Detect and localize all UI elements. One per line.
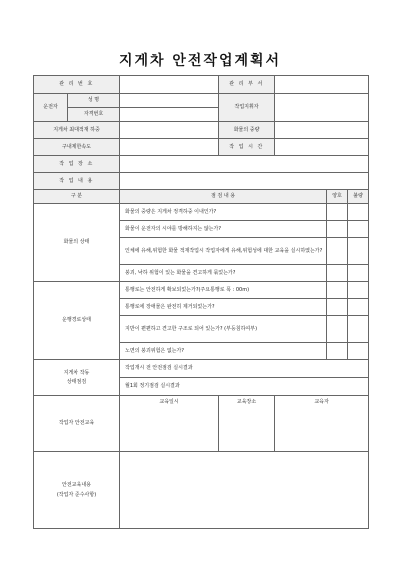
document-title: 지게차 안전작업계획서: [118, 53, 282, 69]
check-item: 통행로에 장애물은 완전히 제거되었는가?: [120, 299, 327, 316]
license-no-value[interactable]: [120, 108, 219, 122]
max-load-value[interactable]: [120, 122, 219, 139]
education-content-label-line1: 안전교육내용: [62, 482, 91, 489]
mgmt-dept-label: 관 리 부 서: [219, 76, 275, 94]
education-content-label-line2: (작업자 준수사항): [56, 491, 97, 498]
check-good-box[interactable]: [327, 265, 348, 282]
check-bad-box[interactable]: [348, 282, 369, 299]
max-load-label: 지게차 최대적재 하중: [34, 122, 120, 139]
operation-check-label: [34, 360, 120, 396]
supervisor-value[interactable]: [275, 94, 369, 122]
name-value[interactable]: [120, 94, 219, 108]
check-item: 인체에 유해,위험한 화물 적재작업시 작업자에게 유해,위험성에 대한 교육을 실시하였는가?: [120, 238, 327, 265]
speed-limit-label: 구내제한속도: [34, 139, 120, 156]
education-place-value[interactable]: [219, 408, 275, 452]
check-item: 노면의 붕괴위험은 없는가?: [120, 343, 327, 360]
work-time-value[interactable]: [275, 139, 369, 156]
check-good-box[interactable]: [327, 221, 348, 238]
check-good-box[interactable]: [327, 282, 348, 299]
operation-check-label-line2: 상태점검: [66, 379, 87, 385]
operation-check-label-line1: 지게차 작동: [63, 369, 90, 376]
check-item: 붕괴, 낙하 위험이 있는 화물을 견고하게 묶었는가?: [120, 265, 327, 282]
good-header: 양호: [327, 190, 348, 204]
check-item: 지반이 편편하고 견고한 구조로 되어 있는가? (부등침하여부): [120, 316, 327, 343]
check-bad-box[interactable]: [348, 343, 369, 360]
supervisor-label: 작업지휘자: [219, 94, 275, 122]
check-bad-box[interactable]: [348, 221, 369, 238]
work-time-label: 작 업 시 간: [219, 139, 275, 156]
section-cargo-status-label: 화물의 상태: [34, 204, 120, 282]
check-bad-box[interactable]: [348, 238, 369, 265]
cargo-weight-value[interactable]: [275, 122, 369, 139]
education-label: 작업자 안전교육: [34, 396, 120, 452]
check-bad-box[interactable]: [348, 204, 369, 221]
check-good-box[interactable]: [327, 204, 348, 221]
operation-check-item: 작업개시 전 안전점검 실시결과: [120, 360, 369, 378]
educator-header: 교육자: [275, 396, 369, 408]
section-route-status-label: 운행경로상태: [34, 282, 120, 360]
educator-value[interactable]: [275, 408, 369, 452]
check-item: 통행로는 안전하게 확보되었는가?(주요통행로 폭 : 00m): [120, 282, 327, 299]
category-header: 구 분: [34, 190, 120, 204]
check-item: 화물이 운전자의 시야를 방해하지는 않는가?: [120, 221, 327, 238]
check-good-box[interactable]: [327, 343, 348, 360]
safety-plan-form: [33, 75, 369, 529]
education-content-label: [34, 452, 120, 529]
bad-header: 불량: [348, 190, 369, 204]
education-place-header: 교육장소: [219, 396, 275, 408]
mgmt-no-value[interactable]: [120, 76, 219, 94]
mgmt-no-label: 관 리 번 호: [34, 76, 120, 94]
check-bad-box[interactable]: [348, 316, 369, 343]
work-place-value[interactable]: [120, 156, 369, 173]
check-good-box[interactable]: [327, 238, 348, 265]
name-label: 성 명: [68, 94, 120, 108]
education-date-header: 교육일시: [120, 396, 219, 408]
check-bad-box[interactable]: [348, 299, 369, 316]
work-content-value[interactable]: [120, 173, 369, 190]
education-date-value[interactable]: [120, 408, 219, 452]
work-place-label: 작 업 장 소: [34, 156, 120, 173]
driver-label: 운전자: [34, 94, 68, 122]
mgmt-dept-value[interactable]: [275, 76, 369, 94]
license-no-label: 자격번호: [68, 108, 120, 122]
speed-limit-value[interactable]: [120, 139, 219, 156]
operation-check-item: 월1회 정기점검 실시결과: [120, 378, 369, 396]
work-content-label: 작 업 내 용: [34, 173, 120, 190]
check-items-header: 점 검 내 용: [120, 190, 327, 204]
check-bad-box[interactable]: [348, 265, 369, 282]
check-good-box[interactable]: [327, 316, 348, 343]
check-item: 화물의 중량은 지게차 정격하중 이내인가?: [120, 204, 327, 221]
check-good-box[interactable]: [327, 299, 348, 316]
education-content-value[interactable]: [120, 452, 369, 529]
cargo-weight-label: 화물의 중량: [219, 122, 275, 139]
